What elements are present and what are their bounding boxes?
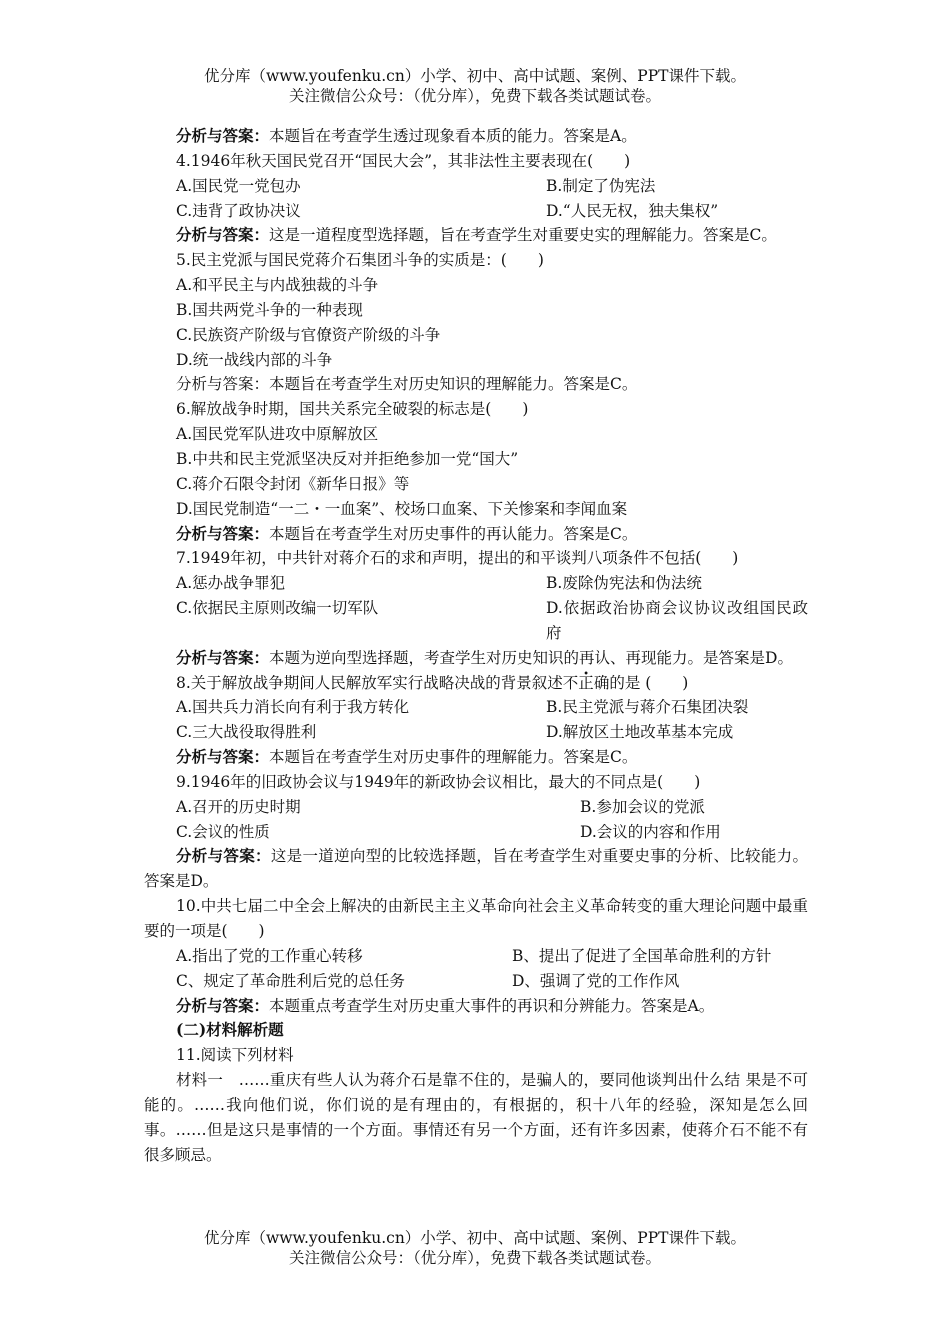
- emphasis-dot: 正: [578, 673, 594, 692]
- q9-option-b: B.参加会议的党派: [580, 797, 705, 816]
- q6-option-d: D.国民党制造“一二・一血案”、校场口血案、下关惨案和李闻血案: [176, 499, 628, 518]
- q3-analysis: 分析与答案：本题旨在考查学生透过现象看本质的能力。答案是A。: [176, 126, 637, 145]
- q5-option-a: A.和平民主与内战独裁的斗争: [176, 276, 379, 295]
- q10-option-d: D、强调了党的工作作风: [512, 971, 680, 990]
- q10-option-b: B、提出了促进了全国革命胜利的方针: [512, 946, 772, 965]
- q8-option-c: C.三大战役取得胜利: [176, 723, 317, 742]
- q10-options-row-2: [144, 969, 808, 994]
- q10-option-a: A.指出了党的工作重心转移: [176, 946, 363, 965]
- footer-line-1: 优分库（www.youfenku.cn）小学、初中、高中试题、案例、PPT课件下载。: [203, 1229, 747, 1247]
- q8-analysis: 分析与答案：本题旨在考查学生对历史事件的理解能力。答案是C。: [176, 747, 638, 767]
- q7-analysis: 分析与答案：本题为逆向型选择题，考查学生对历史知识的再认、再现能力。是答案是D。: [176, 647, 793, 667]
- q7-options-row-2: [144, 596, 808, 646]
- answer-label: 分析与答案：: [176, 747, 270, 767]
- q4-option-c: C.违背了政协决议: [176, 201, 301, 220]
- page-header: [0, 66, 950, 106]
- q10-analysis: 分析与答案：本题重点考查学生对历史重大事件的再识和分辨能力。答案是A。: [176, 995, 715, 1015]
- q10-options-row-1: [144, 944, 808, 969]
- q10-option-c: C、规定了革命胜利后党的总任务: [176, 971, 405, 990]
- answer-label: 分析与答案：: [176, 995, 270, 1015]
- q7-option-d: D.依据政治协商会议协议改组国民政府: [546, 599, 808, 642]
- q7-option-c: C.依据民主原则改编一切军队: [176, 599, 379, 618]
- q6-analysis: 分析与答案：本题旨在考查学生对历史事件的再认能力。答案是C。: [176, 523, 638, 543]
- q9-option-c: C.会议的性质: [176, 822, 270, 841]
- q4-option-b: B.制定了伪宪法: [546, 176, 656, 195]
- q8-option-d: D.解放区土地改革基本完成: [546, 723, 734, 742]
- q4-option-a: A.国民党一党包办: [176, 176, 301, 195]
- q7-option-b: B.废除伪宪法和伪法统: [546, 574, 702, 593]
- answer-label: 分析与答案：: [176, 846, 271, 866]
- answer-label: 分析与答案：: [176, 225, 270, 245]
- q8-options-row-2: [144, 720, 808, 745]
- q11-stem: 11.阅读下列材料: [176, 1046, 294, 1065]
- q6-stem: 6.解放战争时期，国共关系完全破裂的标志是( ): [176, 400, 529, 419]
- q4-stem: 4.1946年秋天国民党召开“国民大会”，其非法性主要表现在( ): [176, 151, 631, 170]
- header-line-2: 关注微信公众号：（优分库），免费下载各类试题试卷。: [288, 87, 661, 105]
- q6-option-a: A.国民党军队进攻中原解放区: [176, 425, 379, 444]
- q8-option-a: A.国共兵力消长向有利于我方转化: [176, 698, 410, 717]
- q9-option-d: D.会议的内容和作用: [580, 822, 721, 841]
- q5-option-b: B.国共两党斗争的一种表现: [176, 300, 363, 319]
- q8-stem: 8.关于解放战争期间人民解放军实行战略决战的背景叙述不正确的是 ( ): [176, 673, 689, 692]
- q7-stem: 7.1949年初，中共针对蒋介石的求和声明，提出的和平谈判八项条件不包括( ): [176, 549, 739, 568]
- q4-option-d: D.“人民无权，独夫集权”: [546, 201, 719, 220]
- q4-options-row-1: [144, 174, 808, 199]
- document-body: [144, 124, 808, 1167]
- q6-option-c: C.蒋介石限令封闭《新华日报》等: [176, 474, 410, 493]
- q9-options-row-2: [144, 820, 808, 845]
- q4-options-row-2: [144, 199, 808, 224]
- q6-option-b: B.中共和民主党派坚决反对并拒绝参加一党“国大”: [176, 449, 519, 468]
- q7-option-a: A.惩办战争罪犯: [176, 574, 286, 593]
- q8-options-row-1: [144, 695, 808, 720]
- q9-option-a: A.召开的历史时期: [176, 797, 301, 816]
- q5-option-d: D.统一战线内部的斗争: [176, 350, 333, 369]
- page-footer: [0, 1228, 950, 1268]
- q5-stem: 5.民主党派与国民党蒋介石集团斗争的实质是：( ): [176, 251, 544, 270]
- q5-analysis: 分析与答案：本题旨在考查学生对历史知识的理解能力。答案是C。: [176, 375, 638, 394]
- q9-stem: 9.1946年的旧政协会议与1949年的新政协会议相比，最大的不同点是( ): [176, 772, 701, 791]
- answer-label: 分析与答案：: [176, 647, 270, 667]
- answer-label: 分析与答案：: [176, 126, 270, 145]
- q11-material-1: 材料一 ……重庆有些人认为蒋介石是靠不住的，是骗人的，要同他谈判出什么结 果是不可能的。……我向他们说，你们说的是有理由的，有根据的，积十八年的经验，深知是怎么回事。……但是这只是事情的一个方面。事情还有另一个方面，还有许多因素，使蒋介石不能不有很多顾忌。: [144, 1071, 808, 1164]
- header-line-1: 优分库（www.youfenku.cn）小学、初中、高中试题、案例、PPT课件下载。: [203, 67, 747, 85]
- q5-option-c: C.民族资产阶级与官僚资产阶级的斗争: [176, 325, 441, 344]
- footer-line-2: 关注微信公众号：（优分库），免费下载各类试题试卷。: [288, 1249, 661, 1267]
- q10-stem: 10.中共七届二中全会上解决的由新民主主义革命向社会主义革命转变的重大理论问题中最重要的一项是( ): [144, 897, 808, 940]
- section-title: (二)材料解析题: [176, 1020, 284, 1040]
- answer-label: 分析与答案：: [176, 523, 270, 543]
- q4-analysis: 分析与答案：这是一道程度型选择题，旨在考查学生对重要史实的理解能力。答案是C。: [176, 225, 777, 245]
- q9-options-row-1: [144, 795, 808, 820]
- q8-option-b: B.民主党派与蒋介石集团决裂: [546, 698, 749, 717]
- q9-analysis: 分析与答案：这是一道逆向型的比较选择题，旨在考查学生对重要史事的分析、比较能力。答案是D。: [144, 846, 808, 891]
- q7-options-row-1: [144, 571, 808, 596]
